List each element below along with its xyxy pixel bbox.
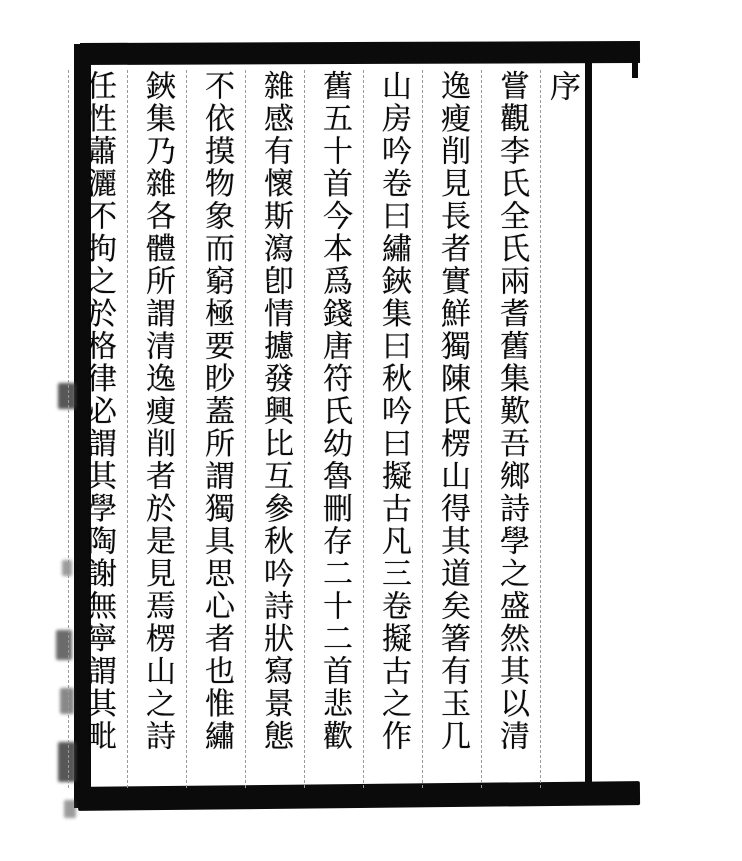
text-column-1: 嘗觀李氏全氏兩耆舊集歎吾鄉詩學之盛然其以清: [481, 70, 540, 788]
preface-title: 序: [540, 70, 585, 788]
text-columns: [79, 70, 585, 788]
text-column-3: 山房吟卷曰繡鋏集曰秋吟曰擬古凡三卷擬古之作: [363, 70, 422, 788]
frame-corner-mark: [632, 46, 638, 78]
text-column-5: 雜感有懷斯瀉卽情攄發興比互參秋吟詩狀寫景態: [245, 70, 304, 788]
text-column-7: 鋏集乃雜各體所謂清逸瘦削者於是見焉楞山之詩: [127, 70, 186, 788]
frame-right-border: [585, 58, 592, 788]
text-column-2: 逸瘦削見長者實鮮獨陳氏楞山得其道矣箸有玉几: [422, 70, 481, 788]
bleed-mark: [64, 800, 76, 818]
text-column-6: 不依摸物象而窮極要眇蓋所謂獨具思心者也惟繡: [186, 70, 245, 788]
frame-top-bar: [80, 41, 640, 65]
text-column-8: 任性蕭灑不拘之於格律必謂其學陶謝無寧謂其毗: [68, 70, 127, 788]
text-column-4: 舊五十首今本爲錢唐符氏幼魯刪存二十二首悲歡: [304, 70, 363, 788]
